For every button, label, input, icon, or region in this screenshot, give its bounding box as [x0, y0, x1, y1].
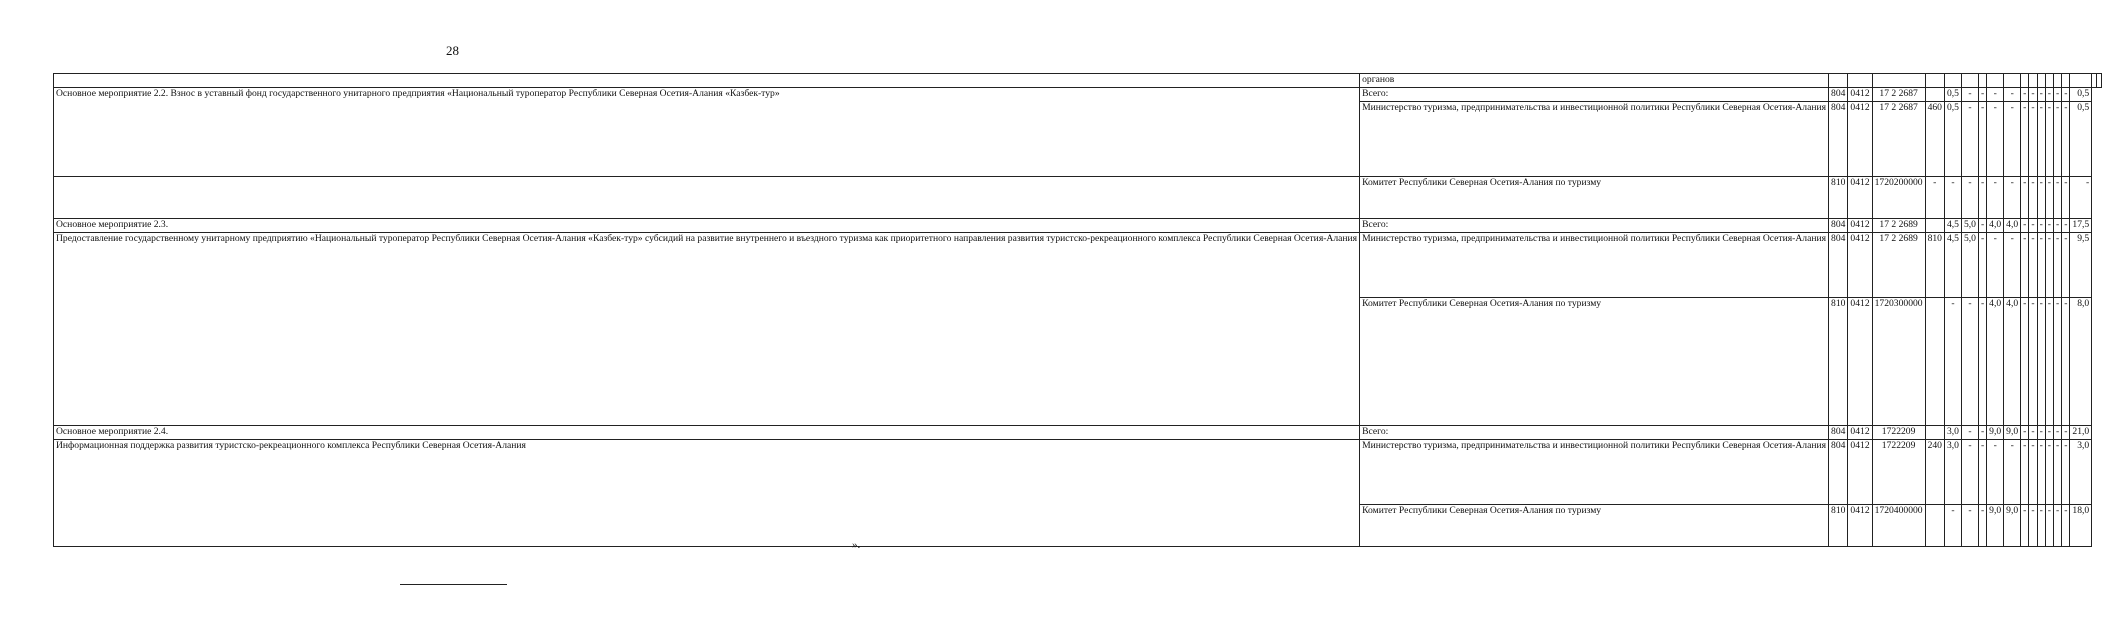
- value-cell: 240: [1925, 440, 1944, 505]
- value-cell: 804: [1829, 219, 1848, 233]
- value-cell: -: [2037, 298, 2045, 426]
- value-cell: -: [1961, 102, 1978, 177]
- value-cell: 810: [1829, 298, 1848, 426]
- value-cell: 0412: [1848, 505, 1872, 547]
- value-cell: -: [1944, 177, 1961, 219]
- measure-cell: Информационная поддержка развития туристско-рекреационного комплекса Республики Северная Осетия-Алания: [54, 440, 1360, 547]
- value-cell: -: [2045, 440, 2053, 505]
- value-cell: -: [2004, 440, 2021, 505]
- value-cell: -: [1978, 298, 1986, 426]
- value-cell: 4,5: [1944, 233, 1961, 298]
- executor-cell: Всего:: [1360, 88, 1829, 102]
- closing-quote: ».: [852, 539, 861, 551]
- executor-cell: Комитет Республики Северная Осетия-Алания по туризму: [1360, 505, 1829, 547]
- value-cell: 0,5: [2070, 88, 2092, 102]
- value-cell: -: [1925, 177, 1944, 219]
- value-cell: [1925, 298, 1944, 426]
- value-cell: 0412: [1848, 298, 1872, 426]
- value-cell: -: [1987, 102, 2004, 177]
- value-cell: -: [2062, 177, 2070, 219]
- value-cell: [1925, 505, 1944, 547]
- executor-cell: Министерство туризма, предпринимательства и инвестиционной политики Республики Северная Осетия-Алания: [1360, 233, 1829, 298]
- value-cell: -: [1978, 426, 1986, 440]
- value-cell: -: [2029, 298, 2037, 426]
- executor-cell: Министерство туризма, предпринимательства и инвестиционной политики Республики Северная Осетия-Алания: [1360, 102, 1829, 177]
- value-cell: -: [1978, 233, 1986, 298]
- table-row: [54, 74, 2102, 88]
- value-cell: -: [1944, 298, 1961, 426]
- value-cell: -: [2062, 102, 2070, 177]
- value-cell: -: [2062, 505, 2070, 547]
- value-cell: -: [1987, 177, 2004, 219]
- value-cell: 9,0: [2004, 505, 2021, 547]
- value-cell: [1925, 426, 1944, 440]
- value-cell: 17 2 2687: [1872, 102, 1925, 177]
- value-cell: -: [2045, 177, 2053, 219]
- value-cell: 5,0: [1961, 233, 1978, 298]
- value-cell: -: [1978, 219, 1986, 233]
- value-cell: -: [1961, 177, 1978, 219]
- value-cell: -: [2037, 102, 2045, 177]
- value-cell: 0412: [1848, 233, 1872, 298]
- value-cell: -: [1987, 88, 2004, 102]
- value-cell: 0412: [1848, 102, 1872, 177]
- value-cell: -: [2037, 440, 2045, 505]
- value-cell: 4,0: [1987, 298, 2004, 426]
- value-cell: 3,0: [1944, 426, 1961, 440]
- value-cell: -: [2021, 298, 2029, 426]
- executor-cell: Комитет Республики Северная Осетия-Алания по туризму: [1360, 177, 1829, 219]
- value-cell: 4,0: [2004, 219, 2021, 233]
- footer-rule: [400, 584, 507, 585]
- value-cell: 0,5: [1944, 88, 1961, 102]
- value-cell: [2053, 74, 2061, 88]
- value-cell: 21,0: [2070, 426, 2092, 440]
- value-cell: 0,5: [2070, 102, 2092, 177]
- value-cell: -: [2004, 233, 2021, 298]
- value-cell: -: [2062, 440, 2070, 505]
- value-cell: -: [2037, 505, 2045, 547]
- value-cell: -: [2053, 505, 2061, 547]
- measure-cell: Основное мероприятие 2.3.: [54, 219, 1360, 233]
- value-cell: -: [2029, 88, 2037, 102]
- value-cell: 4,0: [1987, 219, 2004, 233]
- value-cell: -: [2029, 426, 2037, 440]
- value-cell: -: [2062, 426, 2070, 440]
- value-cell: -: [2021, 177, 2029, 219]
- table-row: [54, 219, 2102, 233]
- measure-cell: Основное мероприятие 2.4.: [54, 426, 1360, 440]
- value-cell: -: [2037, 88, 2045, 102]
- value-cell: 804: [1829, 88, 1848, 102]
- value-cell: [1925, 74, 1944, 88]
- value-cell: [2045, 74, 2053, 88]
- executor-cell: органов: [1360, 74, 1829, 88]
- value-cell: [1925, 88, 1944, 102]
- value-cell: 9,0: [1987, 426, 2004, 440]
- value-cell: [1829, 74, 1848, 88]
- value-cell: 18,0: [2070, 505, 2092, 547]
- value-cell: -: [2021, 219, 2029, 233]
- value-cell: [2062, 74, 2070, 88]
- value-cell: 17 2 2689: [1872, 233, 1925, 298]
- value-cell: -: [2062, 219, 2070, 233]
- value-cell: -: [2053, 298, 2061, 426]
- value-cell: [2021, 74, 2029, 88]
- table-row: [54, 88, 2102, 102]
- value-cell: -: [1961, 440, 1978, 505]
- executor-cell: Комитет Республики Северная Осетия-Алания по туризму: [1360, 298, 1829, 426]
- value-cell: -: [2053, 233, 2061, 298]
- value-cell: -: [1978, 102, 1986, 177]
- value-cell: -: [2037, 233, 2045, 298]
- executor-cell: Министерство туризма, предпринимательства и инвестиционной политики Республики Северная Осетия-Алания: [1360, 440, 1829, 505]
- value-cell: 0412: [1848, 426, 1872, 440]
- value-cell: [1961, 74, 1978, 88]
- value-cell: 8,0: [2070, 298, 2092, 426]
- value-cell: -: [2029, 440, 2037, 505]
- measure-cell: [54, 177, 1360, 219]
- value-cell: -: [2045, 102, 2053, 177]
- value-cell: -: [1961, 88, 1978, 102]
- value-cell: 804: [1829, 426, 1848, 440]
- value-cell: -: [2004, 177, 2021, 219]
- value-cell: -: [2004, 102, 2021, 177]
- value-cell: 810: [1829, 505, 1848, 547]
- table-row: [54, 177, 2102, 219]
- measure-cell: Основное мероприятие 2.2. Взнос в уставный фонд государственного унитарного предприятия «Национальный туроператор Республики Северная Осетия-Алания «Казбек-тур»: [54, 88, 1360, 177]
- value-cell: [1978, 74, 1986, 88]
- budget-table: [53, 73, 2102, 547]
- value-cell: -: [2037, 177, 2045, 219]
- value-cell: -: [2053, 219, 2061, 233]
- value-cell: [1987, 74, 2004, 88]
- value-cell: -: [2037, 426, 2045, 440]
- value-cell: 1720400000: [1872, 505, 1925, 547]
- value-cell: -: [1978, 177, 1986, 219]
- value-cell: -: [1978, 440, 1986, 505]
- value-cell: 0,5: [1944, 102, 1961, 177]
- table-row: [54, 440, 2102, 505]
- value-cell: 0412: [1848, 440, 1872, 505]
- value-cell: -: [1961, 426, 1978, 440]
- value-cell: -: [1944, 505, 1961, 547]
- value-cell: [1925, 219, 1944, 233]
- value-cell: -: [2029, 102, 2037, 177]
- value-cell: -: [2045, 426, 2053, 440]
- table-row: [54, 233, 2102, 298]
- value-cell: 1720300000: [1872, 298, 1925, 426]
- value-cell: -: [2053, 102, 2061, 177]
- value-cell: 804: [1829, 102, 1848, 177]
- value-cell: -: [2045, 219, 2053, 233]
- value-cell: -: [2021, 505, 2029, 547]
- value-cell: -: [2062, 233, 2070, 298]
- table-row: [54, 426, 2102, 440]
- value-cell: -: [2021, 440, 2029, 505]
- measure-cell: [54, 74, 1360, 88]
- value-cell: -: [2021, 102, 2029, 177]
- value-cell: 804: [1829, 233, 1848, 298]
- value-cell: 9,5: [2070, 233, 2092, 298]
- value-cell: [2037, 74, 2045, 88]
- measure-cell: Предоставление государственному унитарному предприятию «Национальный туроператор Республики Северная Осетия-Алания «Казбек-тур» субсидий на развитие внутреннего и въездного туризма как приоритетного направления развития туристско-рекреационного комплекса Республики Северная Осетия-Алания: [54, 233, 1360, 426]
- value-cell: -: [2029, 219, 2037, 233]
- value-cell: [1872, 74, 1925, 88]
- value-cell: 1722209: [1872, 440, 1925, 505]
- executor-cell: Всего:: [1360, 426, 1829, 440]
- value-cell: 9,0: [1987, 505, 2004, 547]
- value-cell: 9,0: [2004, 426, 2021, 440]
- value-cell: 5,0: [1961, 219, 1978, 233]
- value-cell: [1848, 74, 1872, 88]
- value-cell: -: [2045, 233, 2053, 298]
- value-cell: -: [2053, 88, 2061, 102]
- value-cell: -: [2021, 233, 2029, 298]
- value-cell: -: [2045, 88, 2053, 102]
- value-cell: -: [2053, 426, 2061, 440]
- value-cell: 810: [1829, 177, 1848, 219]
- value-cell: -: [2070, 177, 2092, 219]
- value-cell: -: [2062, 298, 2070, 426]
- value-cell: -: [1987, 233, 2004, 298]
- value-cell: 810: [1925, 233, 1944, 298]
- value-cell: -: [2021, 426, 2029, 440]
- value-cell: -: [2053, 440, 2061, 505]
- value-cell: -: [2045, 505, 2053, 547]
- value-cell: -: [2037, 219, 2045, 233]
- value-cell: 17 2 2689: [1872, 219, 1925, 233]
- value-cell: -: [2045, 298, 2053, 426]
- value-cell: -: [2062, 88, 2070, 102]
- value-cell: 0412: [1848, 219, 1872, 233]
- value-cell: 3,0: [1944, 440, 1961, 505]
- value-cell: 1720200000: [1872, 177, 1925, 219]
- value-cell: -: [2021, 88, 2029, 102]
- value-cell: [2029, 74, 2037, 88]
- value-cell: -: [1961, 298, 1978, 426]
- value-cell: -: [2029, 505, 2037, 547]
- value-cell: 17,5: [2070, 219, 2092, 233]
- value-cell: 3,0: [2070, 440, 2092, 505]
- value-cell: 0412: [1848, 177, 1872, 219]
- page-number: 28: [446, 43, 459, 58]
- value-cell: 1722209: [1872, 426, 1925, 440]
- value-cell: -: [2004, 88, 2021, 102]
- value-cell: -: [1978, 505, 1986, 547]
- value-cell: [2070, 74, 2092, 88]
- value-cell: 4,5: [1944, 219, 1961, 233]
- value-cell: -: [2029, 177, 2037, 219]
- value-cell: 804: [1829, 440, 1848, 505]
- value-cell: -: [1978, 88, 1986, 102]
- value-cell: 17 2 2687: [1872, 88, 1925, 102]
- value-cell: [1944, 74, 1961, 88]
- value-cell: [2004, 74, 2021, 88]
- value-cell: -: [2053, 177, 2061, 219]
- executor-cell: Всего:: [1360, 219, 1829, 233]
- value-cell: -: [1961, 505, 1978, 547]
- value-cell: [2097, 74, 2102, 88]
- value-cell: 460: [1925, 102, 1944, 177]
- value-cell: -: [2029, 233, 2037, 298]
- value-cell: 4,0: [2004, 298, 2021, 426]
- value-cell: -: [1987, 440, 2004, 505]
- value-cell: 0412: [1848, 88, 1872, 102]
